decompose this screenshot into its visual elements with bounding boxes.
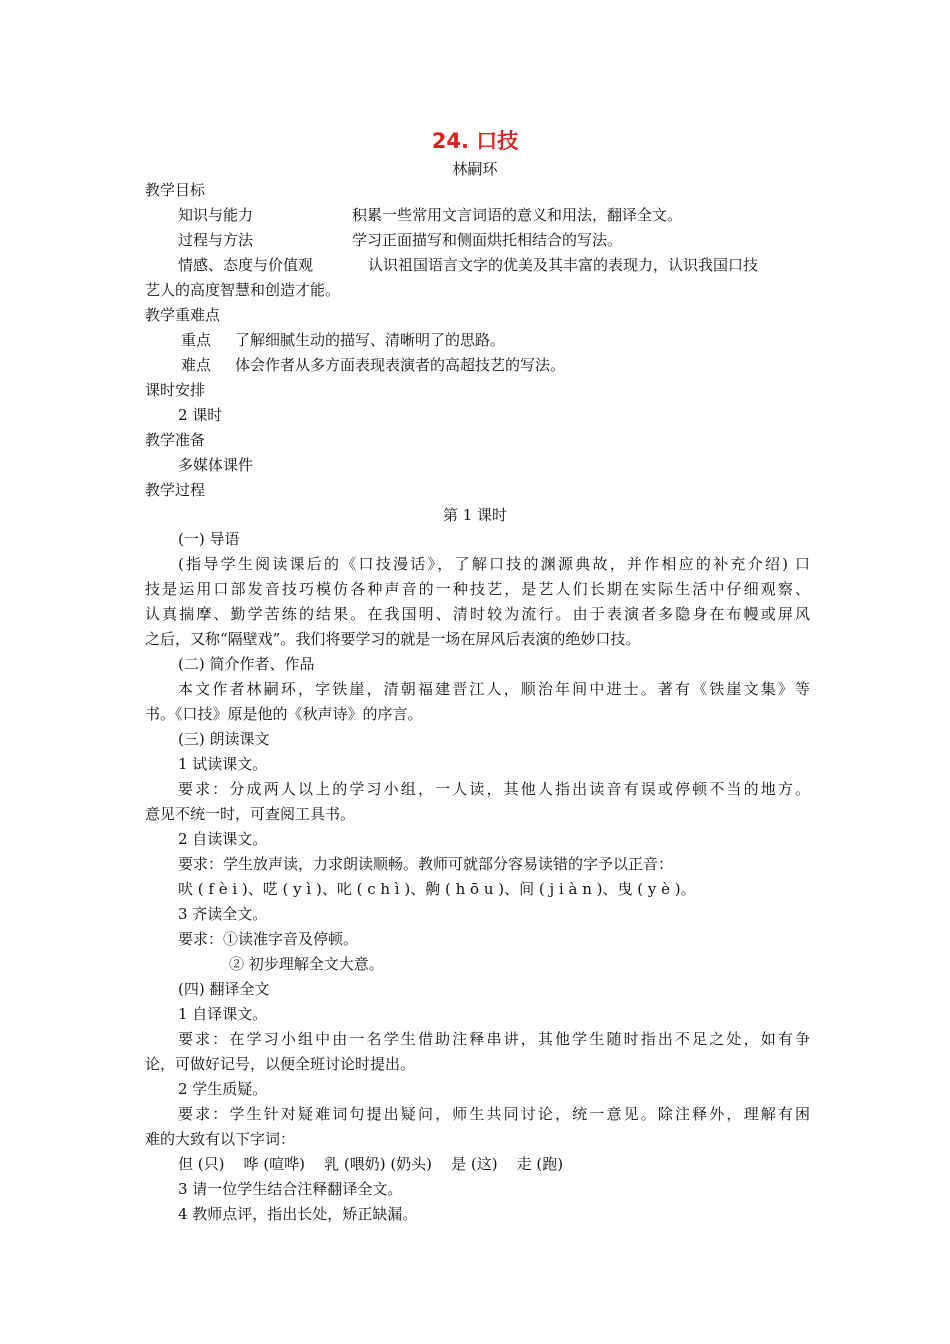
keypoints-heading: 教学重难点 — [145, 306, 221, 324]
document-title: 24. 口技 — [431, 129, 519, 153]
goal-emotion-continued: 艺人的高度智慧和创造才能。 — [145, 281, 341, 299]
goals-heading: 教学目标 — [145, 181, 206, 199]
section3-item2-requirement-line1: 要求：学生放声读，力求朗读顺畅。教师可就部分容易读错的字予以正音： — [178, 855, 674, 873]
process-heading: 教学过程 — [145, 481, 206, 499]
goal-emotion-text: 认识祖国语言文字的优美及其丰富的表现力，认识我国口技 — [368, 256, 759, 274]
goal-emotion-label: 情感、态度与价值观 — [178, 256, 314, 274]
section4-item1-requirement-line1: 要求：在学习小组中由一名学生借助注释串讲，其他学生随时指出不足之处，如有争 — [178, 1030, 810, 1048]
section4-heading: (四) 翻译全文 — [178, 980, 270, 998]
key-point-text: 了解细腻生动的描写、清晰明了的思路。 — [235, 331, 506, 349]
section2-paragraph-line2: 书。《口技》原是他的《秋声诗》的序言。 — [145, 705, 423, 723]
prep-text: 多媒体课件 — [178, 456, 254, 474]
difficult-point-label: 难点 — [181, 356, 212, 374]
section4-item3: 3 请一位学生结合注释翻译全文。 — [178, 1180, 403, 1198]
section1-paragraph-line1: (指导学生阅读课后的《口技漫话》，了解口技的渊源典故，并作相应的补充介绍) 口 — [178, 555, 810, 573]
section2-heading: (二) 简介作者、作品 — [178, 655, 315, 673]
section3-item2: 2 自读课文。 — [178, 830, 268, 848]
goal-knowledge-text: 积累一些常用文言词语的意义和用法，翻译全文。 — [352, 206, 683, 224]
section3-heading: (三) 朗读课文 — [178, 730, 270, 748]
schedule-text: 2 课时 — [178, 406, 223, 424]
section2-paragraph-line1: 本文作者林嗣环，字铁崖，清朝福建晋江人，顺治年间中进士。著有《铁崖文集》等 — [178, 680, 810, 698]
key-point — [181, 328, 846, 353]
difficult-point-text: 体会作者从多方面表现表演者的高超技艺的写法。 — [235, 356, 566, 374]
goal-knowledge — [178, 203, 843, 228]
section3-pronunciation-list: 吠 ( f è i )、呓 ( y ì )、叱 ( c h ì )、齁 ( h ō u )、间 ( j i à n )、曳 ( y è )。 — [178, 880, 696, 898]
section4-item2: 2 学生质疑。 — [178, 1080, 268, 1098]
goal-process-text: 学习正面描写和侧面烘托相结合的写法。 — [352, 231, 623, 249]
document-author: 林嗣环 — [452, 160, 498, 178]
section3-item3-requirement-line1: 要求：①读准字音及停顿。 — [178, 930, 359, 948]
section3-item1-requirement-line1: 要求：分成两人以上的学习小组，一人读，其他人指出读音有误或停顿不当的地方。 — [178, 780, 810, 798]
section1-paragraph-line2: 技是运用口部发音技巧模仿各种声音的一种技艺，是艺人们长期在实际生活中仔细观察、 — [145, 580, 810, 598]
difficult-point — [181, 353, 846, 378]
lesson1-heading: 第 1 课时 — [442, 506, 508, 524]
schedule-heading: 课时安排 — [145, 381, 206, 399]
section3-item1: 1 试读课文。 — [178, 755, 268, 773]
section3-item3-requirement-line2: ② 初步理解全文大意。 — [229, 955, 384, 973]
goal-emotion — [178, 253, 843, 278]
goal-knowledge-label: 知识与能力 — [178, 206, 254, 224]
section4-item1-requirement-line2: 论，可做好记号，以便全班讨论时提出。 — [145, 1055, 416, 1073]
section4-item4: 4 教师点评，指出长处，矫正缺漏。 — [178, 1205, 418, 1223]
section1-paragraph-line4: 之后，又称“隔壁戏”。我们将要学习的就是一场在屏风后表演的绝妙口技。 — [145, 630, 641, 648]
section4-item2-requirement-line1: 要求：学生针对疑难词句提出疑问，师生共同讨论，统一意见。除注释外，理解有困 — [178, 1105, 810, 1123]
section4-item1: 1 自译课文。 — [178, 1005, 268, 1023]
section1-paragraph-line3: 认真揣摩、勤学苦练的结果。在我国明、清时较为流行。由于表演者多隐身在布幔或屏风 — [145, 605, 810, 623]
prep-heading: 教学准备 — [145, 431, 206, 449]
section3-item3: 3 齐读全文。 — [178, 905, 268, 923]
section4-word-list: 但 (只) 哗 (喧哗) 乳 (喂奶) (奶头) 是 (这) 走 (跑) — [178, 1155, 564, 1173]
section3-item1-requirement-line2: 意见不统一时，可查阅工具书。 — [145, 805, 356, 823]
goal-process-label: 过程与方法 — [178, 231, 254, 249]
key-point-label: 重点 — [181, 331, 212, 349]
section1-heading: (一) 导语 — [178, 530, 240, 548]
section4-item2-requirement-line2: 难的大致有以下字词： — [145, 1130, 296, 1148]
goal-process — [178, 228, 843, 253]
